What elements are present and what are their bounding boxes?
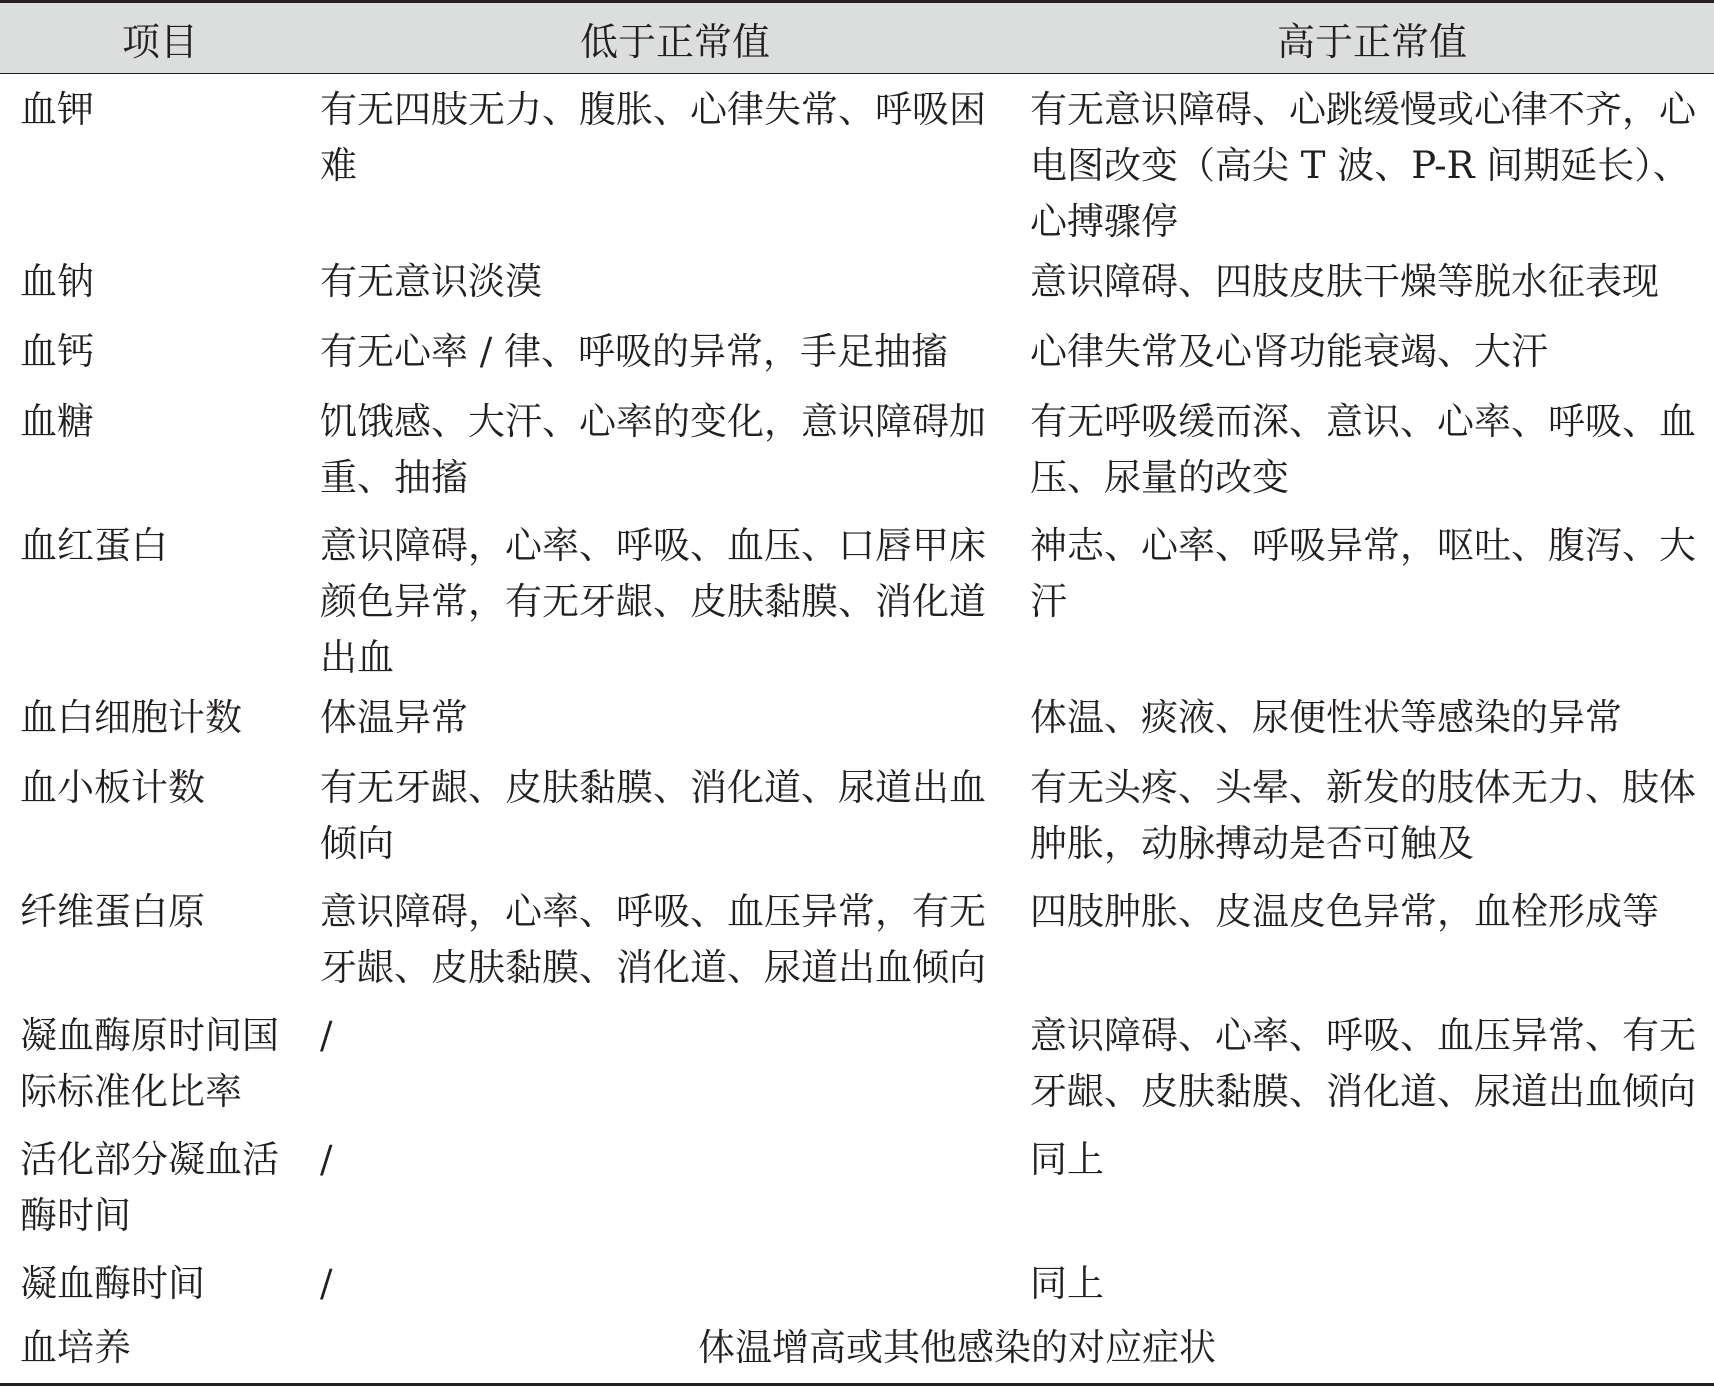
cell-item: 血白细胞计数 xyxy=(20,696,242,739)
header-high: 高于正常值 xyxy=(1030,2,1714,74)
table-row-sodium xyxy=(0,250,1714,320)
cell-item: 凝血酶原时间国际标准化比率 xyxy=(20,1014,279,1113)
cell-low: / xyxy=(320,1138,333,1181)
cell-high: 意识障碍、心率、呼吸、血压异常、有无牙龈、皮肤黏膜、消化道、尿道出血倾向 xyxy=(1030,1014,1696,1113)
cell-low: 意识障碍，心率、呼吸、血压异常，有无牙龈、皮肤黏膜、消化道、尿道出血倾向 xyxy=(320,890,986,989)
table-row-platelet xyxy=(0,756,1714,880)
cell-low: 有无心率 / 律、呼吸的异常，手足抽搐 xyxy=(320,330,948,373)
table-body xyxy=(0,74,1714,1385)
table-row-wbc xyxy=(0,686,1714,756)
cell-high: 有无意识障碍、心跳缓慢或心律不齐，心电图改变（高尖 T 波、P-R 间期延长）、心搏骤停 xyxy=(1030,88,1696,243)
cell-high: 有无头疼、头晕、新发的肢体无力、肢体肿胀，动脉搏动是否可触及 xyxy=(1030,766,1696,865)
cell-high: 同上 xyxy=(1030,1262,1104,1305)
cell-item: 血小板计数 xyxy=(20,766,205,809)
cell-high: 四肢肿胀、皮温皮色异常，血栓形成等 xyxy=(1030,890,1659,933)
cell-item: 活化部分凝血活酶时间 xyxy=(20,1138,279,1237)
table-row-tt xyxy=(0,1252,1714,1316)
table-row-aptt xyxy=(0,1128,1714,1252)
cell-low: 有无四肢无力、腹胀、心律失常、呼吸困难 xyxy=(320,88,986,187)
table-row-hemoglobin xyxy=(0,514,1714,686)
cell-high: 有无呼吸缓而深、意识、心率、呼吸、血压、尿量的改变 xyxy=(1030,400,1696,499)
table-row-pt-inr xyxy=(0,1004,1714,1128)
cell-high: 意识障碍、四肢皮肤干燥等脱水征表现 xyxy=(1030,260,1659,303)
cell-low: 意识障碍，心率、呼吸、血压、口唇甲床颜色异常，有无牙龈、皮肤黏膜、消化道出血 xyxy=(320,524,986,679)
table-row-potassium xyxy=(0,74,1714,251)
header-low: 低于正常值 xyxy=(320,2,1030,74)
cell-item: 纤维蛋白原 xyxy=(20,890,205,933)
cell-item: 血钾 xyxy=(20,88,94,131)
table-row-glucose xyxy=(0,390,1714,514)
table-row-blood-culture xyxy=(0,1316,1714,1384)
cell-high: 同上 xyxy=(1030,1138,1104,1181)
cell-high: 体温、痰液、尿便性状等感染的异常 xyxy=(1030,696,1622,739)
cell-item: 血钠 xyxy=(20,260,94,303)
cell-low: 有无牙龈、皮肤黏膜、消化道、尿道出血倾向 xyxy=(320,766,986,865)
cell-low: 有无意识淡漠 xyxy=(320,260,542,303)
cell-item: 血红蛋白 xyxy=(20,524,168,567)
cell-item: 血糖 xyxy=(20,400,94,443)
cell-low: / xyxy=(320,1262,333,1305)
cell-low: 体温异常 xyxy=(320,696,468,739)
header-item: 项目 xyxy=(0,2,320,74)
table-row-fibrinogen xyxy=(0,880,1714,1004)
cell-item: 血培养 xyxy=(0,1316,320,1384)
cell-item: 凝血酶时间 xyxy=(20,1262,205,1305)
table-row-calcium xyxy=(0,320,1714,390)
cell-high: 心律失常及心肾功能衰竭、大汗 xyxy=(1030,330,1548,373)
cell-item: 血钙 xyxy=(20,330,94,373)
cell-low: 饥饿感、大汗、心率的变化，意识障碍加重、抽搐 xyxy=(320,400,986,499)
cell-high: 神志、心率、呼吸异常，呕吐、腹泻、大汗 xyxy=(1030,524,1696,623)
table-header xyxy=(0,2,1714,74)
cell-both: 体温增高或其他感染的对应症状 xyxy=(320,1316,1714,1384)
cell-low: / xyxy=(320,1014,333,1057)
header-row xyxy=(0,2,1714,74)
